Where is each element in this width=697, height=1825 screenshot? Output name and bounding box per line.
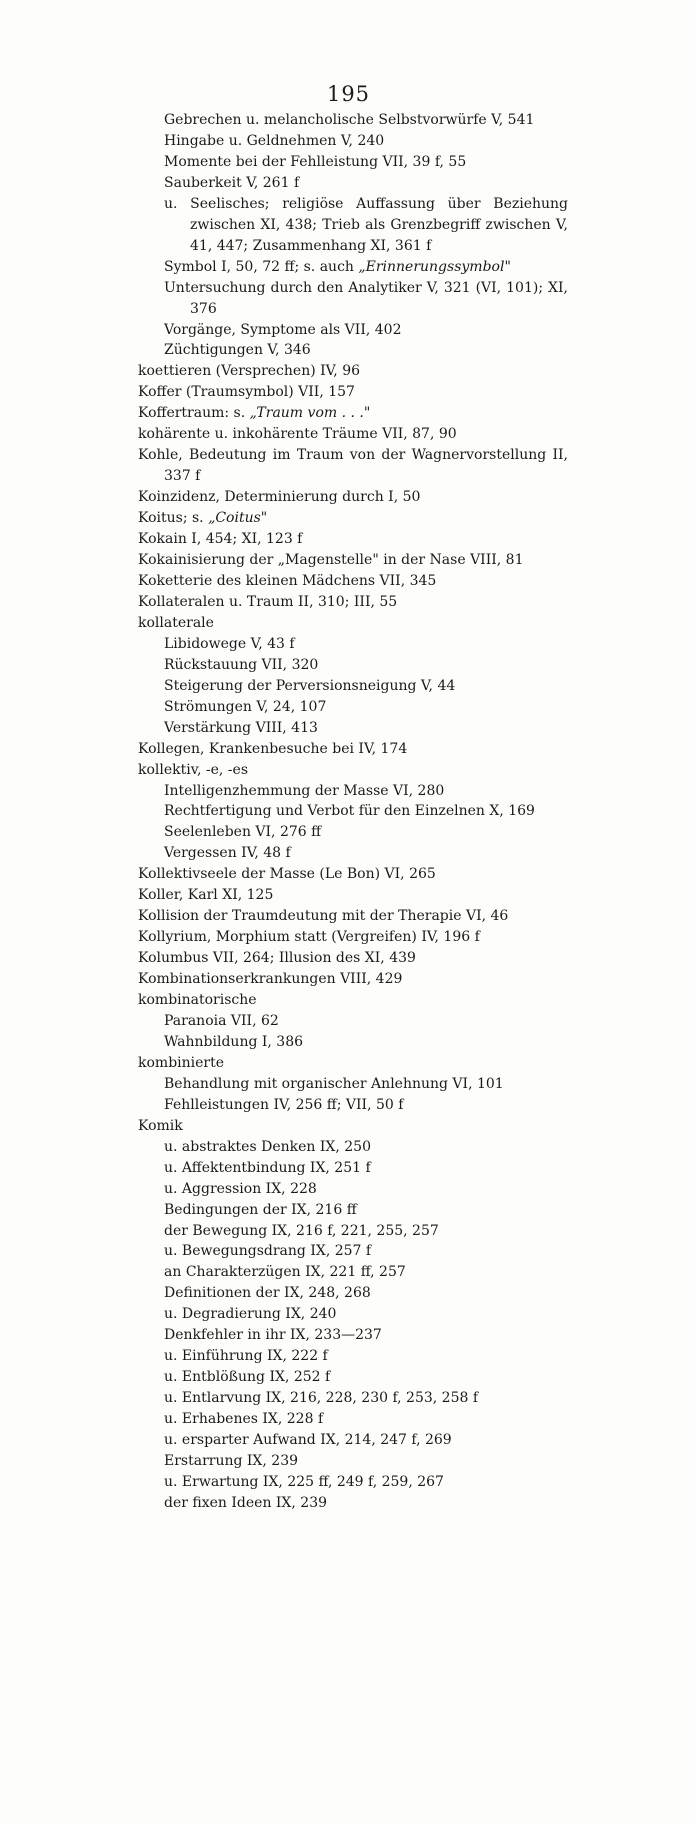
index-subentry: Gebrechen u. melancholische Selbstvorwürfe V, 541 bbox=[164, 112, 535, 128]
index-subentry: Rückstauung VII, 320 bbox=[164, 656, 319, 673]
index-subentry: u. Bewegungsdrang IX, 257 f bbox=[164, 1243, 372, 1260]
index-subentry: Steigerung der Perversionsneigung V, 44 bbox=[164, 677, 456, 694]
index-entry: Komik bbox=[138, 1117, 183, 1134]
index-entry: Kollektivseele der Masse (Le Bon) VI, 265 bbox=[138, 866, 436, 883]
index-list bbox=[138, 110, 568, 1514]
index-subentry: Verstärkung VIII, 413 bbox=[164, 719, 318, 736]
page-number: 195 bbox=[326, 82, 371, 106]
index-subentry: Strömungen V, 24, 107 bbox=[164, 698, 327, 715]
index-subentry: Bedingungen der IX, 216 ff bbox=[164, 1201, 357, 1218]
index-subentry: u. Seelisches; religiöse Auffassung über Beziehung zwischen XI, 438; Trieb als Grenzbegriff zwischen V, 41, 447; Zusammenhang XI, 361 f bbox=[164, 195, 568, 254]
index-entry bbox=[138, 403, 568, 424]
index-subentry: Libidowege V, 43 f bbox=[164, 635, 295, 652]
index-entry: Koinzidenz, Determinierung durch I, 50 bbox=[138, 489, 421, 506]
index-entry: Koller, Karl XI, 125 bbox=[138, 887, 274, 904]
index-subentry: Denkfehler in ihr IX, 233—237 bbox=[164, 1327, 382, 1344]
index-subentry: Momente bei der Fehlleistung VII, 39 f, 55 bbox=[164, 153, 467, 170]
index-entry bbox=[138, 508, 568, 529]
index-subentry: u. Erhabenes IX, 228 f bbox=[164, 1411, 324, 1428]
index-subentry: u. Degradierung IX, 240 bbox=[164, 1306, 337, 1323]
index-subentry: u. ersparter Aufwand IX, 214, 247 f, 269 bbox=[164, 1432, 452, 1449]
entry-text: Koffertraum: s. bbox=[138, 405, 250, 422]
index-entry: koettieren (Versprechen) IV, 96 bbox=[138, 363, 361, 380]
entry-crossref: „Erinnerungssymbol" bbox=[358, 258, 511, 275]
entry-crossref: „Coitus" bbox=[208, 510, 268, 527]
index-subentry: Intelligenzhemmung der Masse VI, 280 bbox=[164, 782, 445, 799]
index-subentry: der Bewegung IX, 216 f, 221, 255, 257 bbox=[164, 1222, 439, 1239]
index-entry: kollaterale bbox=[138, 614, 214, 631]
index-entry: Koffer (Traumsymbol) VII, 157 bbox=[138, 384, 355, 401]
index-entry: Kombinationserkrankungen VIII, 429 bbox=[138, 971, 403, 988]
index-entry: kombinierte bbox=[138, 1054, 225, 1071]
index-entry: kohärente u. inkohärente Träume VII, 87, 90 bbox=[138, 426, 457, 443]
index-entry: Kohle, Bedeutung im Traum von der Wagnervorstellung II, 337 f bbox=[138, 447, 568, 485]
index-subentry: Untersuchung durch den Analytiker V, 321 (VI, 101); XI, 376 bbox=[164, 279, 568, 317]
entry-crossref: „Traum vom . . ." bbox=[249, 405, 371, 422]
index-subentry: Paranoia VII, 62 bbox=[164, 1012, 279, 1029]
index-subentry: u. Affektentbindung IX, 251 f bbox=[164, 1159, 371, 1176]
index-entry: kollektiv, -e, -es bbox=[138, 761, 249, 778]
index-subentry: Seelenleben VI, 276 ff bbox=[164, 824, 322, 841]
index-entry: Koketterie des kleinen Mädchens VII, 345 bbox=[138, 572, 437, 589]
index-entry: Kollyrium, Morphium statt (Vergreifen) IV, 196 f bbox=[138, 929, 480, 946]
index-subentry: Definitionen der IX, 248, 268 bbox=[164, 1285, 371, 1302]
index-entry: Kollegen, Krankenbesuche bei IV, 174 bbox=[138, 740, 408, 757]
index-entry: Kolumbus VII, 264; Illusion des XI, 439 bbox=[138, 950, 416, 967]
index-subentry bbox=[138, 257, 568, 278]
index-entry: kombinatorische bbox=[138, 992, 257, 1009]
index-subentry: Rechtfertigung und Verbot für den Einzelnen X, 169 bbox=[164, 803, 535, 820]
index-subentry: Züchtigungen V, 346 bbox=[164, 342, 311, 359]
index-subentry: an Charakterzügen IX, 221 ff, 257 bbox=[164, 1264, 406, 1281]
index-subentry: u. Aggression IX, 228 bbox=[164, 1180, 317, 1197]
index-subentry: Sauberkeit V, 261 f bbox=[164, 174, 300, 191]
entry-text: Symbol I, 50, 72 ff; s. auch bbox=[164, 258, 359, 275]
index-subentry: Erstarrung IX, 239 bbox=[164, 1453, 299, 1469]
index-subentry: Vorgänge, Symptome als VII, 402 bbox=[164, 321, 402, 338]
entry-text: Koitus; s. bbox=[138, 510, 209, 527]
index-subentry: Fehlleistungen IV, 256 ff; VII, 50 f bbox=[164, 1096, 404, 1113]
index-entry: Kokainisierung der „Magenstelle" in der Nase VIII, 81 bbox=[138, 552, 524, 569]
index-subentry: u. Einführung IX, 222 f bbox=[164, 1348, 328, 1365]
index-entry: Kollateralen u. Traum II, 310; III, 55 bbox=[138, 593, 398, 610]
index-subentry: u. Erwartung IX, 225 ff, 249 f, 259, 267 bbox=[164, 1473, 444, 1490]
index-entry: Kokain I, 454; XI, 123 f bbox=[138, 531, 303, 548]
index-subentry: u. abstraktes Denken IX, 250 bbox=[164, 1138, 371, 1155]
index-subentry: Behandlung mit organischer Anlehnung VI, 101 bbox=[164, 1075, 504, 1092]
index-subentry: u. Entlarvung IX, 216, 228, 230 f, 253, 258 f bbox=[164, 1390, 479, 1407]
index-subentry: der fixen Ideen IX, 239 bbox=[164, 1494, 328, 1511]
index-entry: Kollision der Traumdeutung mit der Therapie VI, 46 bbox=[138, 908, 509, 925]
index-subentry: Vergessen IV, 48 f bbox=[164, 845, 291, 862]
index-subentry: u. Entblößung IX, 252 f bbox=[164, 1369, 331, 1386]
index-subentry: Hingabe u. Geldnehmen V, 240 bbox=[164, 132, 385, 149]
index-subentry: Wahnbildung I, 386 bbox=[164, 1033, 304, 1050]
